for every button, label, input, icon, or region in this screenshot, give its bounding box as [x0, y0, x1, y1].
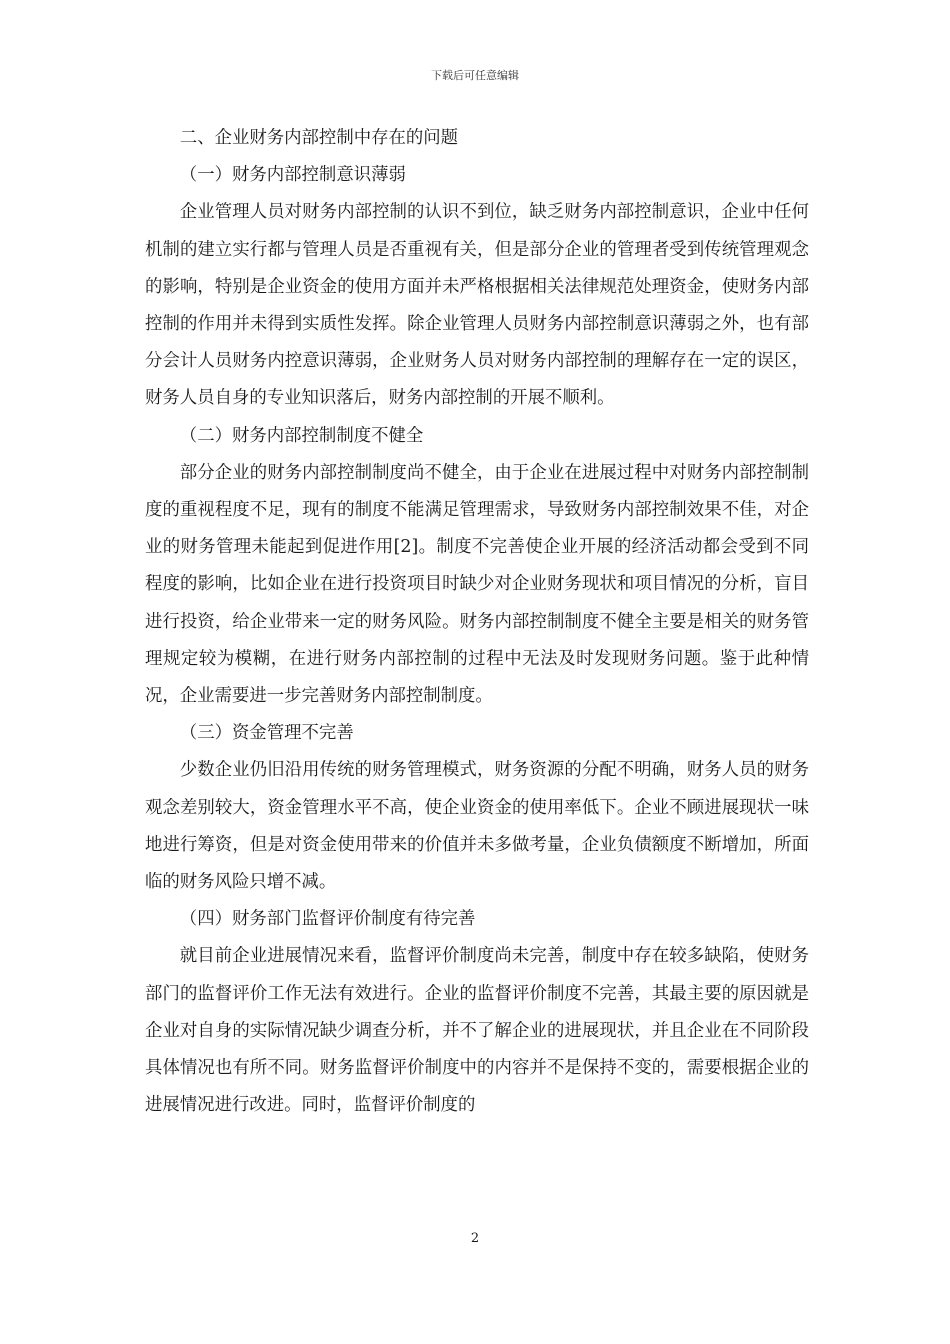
subsection-heading-4: （四）财务部门监督评价制度有待完善 [179, 909, 476, 930]
subsection-heading-1: （一）财务内部控制意识薄弱 [179, 165, 406, 186]
section-title: 二、企业财务内部控制中存在的问题 [179, 128, 459, 148]
paragraph-2: 部分企业的财务内部控制制度尚不健全，由于企业在进展过程中对财务内部控制制度的重视程度不足，现有的制度不能满足管理需求，导致财务内部控制效果不佳，对企业的财务管理未能起到促进作用[2]。制度不完善使企业开展的经济活动都会受到不同程度的影响，比如企业在进行投资项目时缺少对企业财务现状和项目情况的分析，盲目进行投资，给企业带来一定的财务风险。财务内部控制制度不健全主要是相关的财务管理规定较为模糊，在进行财务内部控制的过程中无法及时发现财务问题。鉴于此种情况，企业需要进一步完善财务内部控制制度。 [145, 462, 809, 707]
paragraph-3: 少数企业仍旧沿用传统的财务管理模式，财务资源的分配不明确，财务人员的财务观念差别较大，资金管理水平不高，使企业资金的使用率低下。企业不顾进展现状一味地进行筹资，但是对资金使用带来的价值并未多做考量，企业负债额度不断增加，所面临的财务风险只增不减。 [145, 760, 809, 893]
page-header-note: 下载后可任意编辑 [431, 69, 519, 82]
subsection-heading-3: （三）资金管理不完善 [179, 723, 354, 744]
page-number: 2 [470, 1231, 480, 1246]
paragraph-4: 就目前企业进展情况来看，监督评价制度尚未完善，制度中存在较多缺陷，使财务部门的监督评价工作无法有效进行。企业的监督评价制度不完善，其最主要的原因就是企业对自身的实际情况缺少调查分析，并不了解企业的进展现状，并且企业在不同阶段具体情况也有所不同。财务监督评价制度中的内容并不是保持不变的，需要根据企业的进展情况进行改进。同时，监督评价制度的 [145, 946, 809, 1116]
document-body [145, 120, 809, 1124]
subsection-heading-2: （二）财务内部控制制度不健全 [179, 425, 424, 446]
paragraph-1: 企业管理人员对财务内部控制的认识不到位，缺乏财务内部控制意识，企业中任何机制的建立实行都与管理人员是否重视有关，但是部分企业的管理者受到传统管理观念的影响，特别是企业资金的使用方面并未严格根据相关法律规范处理资金，使财务内部控制的作用并未得到实质性发挥。除企业管理人员财务内部控制意识薄弱之外，也有部分会计人员财务内控意识薄弱，企业财务人员对财务内部控制的理解存在一定的误区，财务人员自身的专业知识落后，财务内部控制的开展不顺利。 [145, 202, 809, 409]
